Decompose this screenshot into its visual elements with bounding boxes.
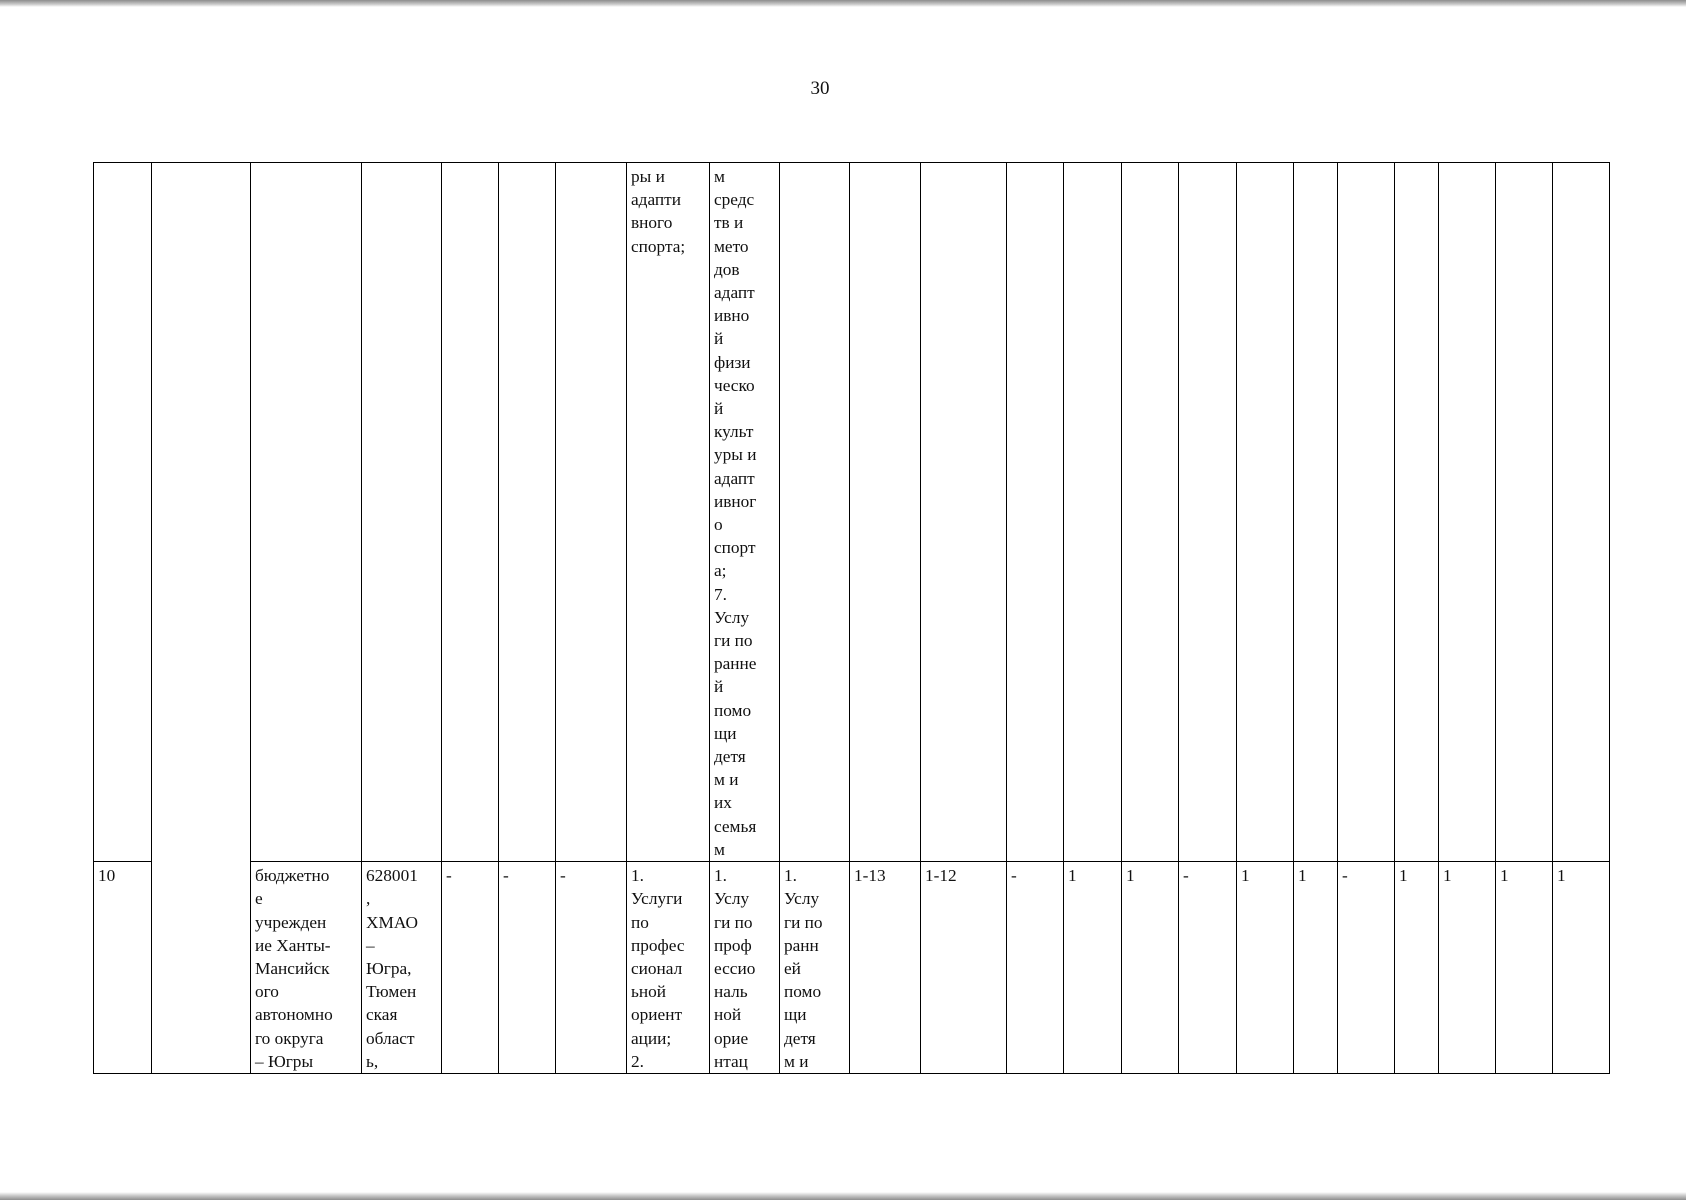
cell-col15: 1	[1122, 862, 1179, 1074]
scan-edge-top	[0, 0, 1686, 7]
cell-continued-services: ры и адапти вного спорта;	[627, 163, 710, 862]
cell-col18: 1	[1294, 862, 1338, 1074]
cell-empty	[850, 163, 921, 862]
cell-col21: 1	[1439, 862, 1496, 1074]
cell-empty	[251, 163, 362, 862]
cell-empty	[1439, 163, 1496, 862]
cell-col20: 1	[1395, 862, 1439, 1074]
cell-row-number: 10	[94, 862, 152, 1074]
cell-address: 628001 , ХМАО – Югра, Тюмен ская област ь,	[362, 862, 442, 1074]
cell-services-early-help: 1. Услу ги по ранн ей помо щи детя м и	[780, 862, 850, 1074]
cell-empty	[362, 163, 442, 862]
cell-empty	[1122, 163, 1179, 862]
cell-empty	[1179, 163, 1237, 862]
services-table-wrapper	[93, 162, 1610, 1074]
cell-empty	[1496, 163, 1553, 862]
cell-empty	[1553, 163, 1610, 862]
cell-services-orientation: 1. Услу ги по проф ессио наль ной орие нтац	[710, 862, 780, 1074]
cell-col7: -	[556, 862, 627, 1074]
page-number: 30	[810, 78, 830, 99]
cell-merged-col2-continued	[152, 862, 251, 1074]
table-row-continued	[94, 163, 1610, 862]
cell-empty	[1294, 163, 1338, 862]
cell-col17: 1	[1237, 862, 1294, 1074]
cell-continued-services-detail: м средс тв и мето дов адапт ивно й физи ческо й культ уры и адапт ивног о спорт а; 7. Услу ги по ранне й помо щи детя м и их семья м	[710, 163, 780, 862]
cell-grade-range: 1-12	[921, 862, 1007, 1074]
cell-empty	[1007, 163, 1064, 862]
cell-empty	[442, 163, 499, 862]
cell-merged-col2	[152, 163, 251, 862]
cell-empty	[1237, 163, 1294, 862]
cell-empty	[94, 163, 152, 862]
cell-empty	[1395, 163, 1439, 862]
cell-col13: -	[1007, 862, 1064, 1074]
scan-edge-bottom	[0, 1192, 1686, 1200]
cell-col19: -	[1338, 862, 1395, 1074]
cell-col22: 1	[1496, 862, 1553, 1074]
cell-empty	[556, 163, 627, 862]
cell-services-list: 1. Услуги по профес сионал ьной ориент ации; 2.	[627, 862, 710, 1074]
cell-col5: -	[442, 862, 499, 1074]
cell-institution-name: бюджетно е учрежден ие Ханты- Мансийск ого автономно го округа – Югры	[251, 862, 362, 1074]
cell-empty	[921, 163, 1007, 862]
cell-empty	[1338, 163, 1395, 862]
services-table	[93, 162, 1610, 1074]
cell-col16: -	[1179, 862, 1237, 1074]
table-row-10	[94, 862, 1610, 1074]
cell-empty	[1064, 163, 1122, 862]
cell-col23: 1	[1553, 862, 1610, 1074]
cell-empty	[780, 163, 850, 862]
cell-age-range: 1-13	[850, 862, 921, 1074]
cell-empty	[499, 163, 556, 862]
cell-col6: -	[499, 862, 556, 1074]
cell-col14: 1	[1064, 862, 1122, 1074]
